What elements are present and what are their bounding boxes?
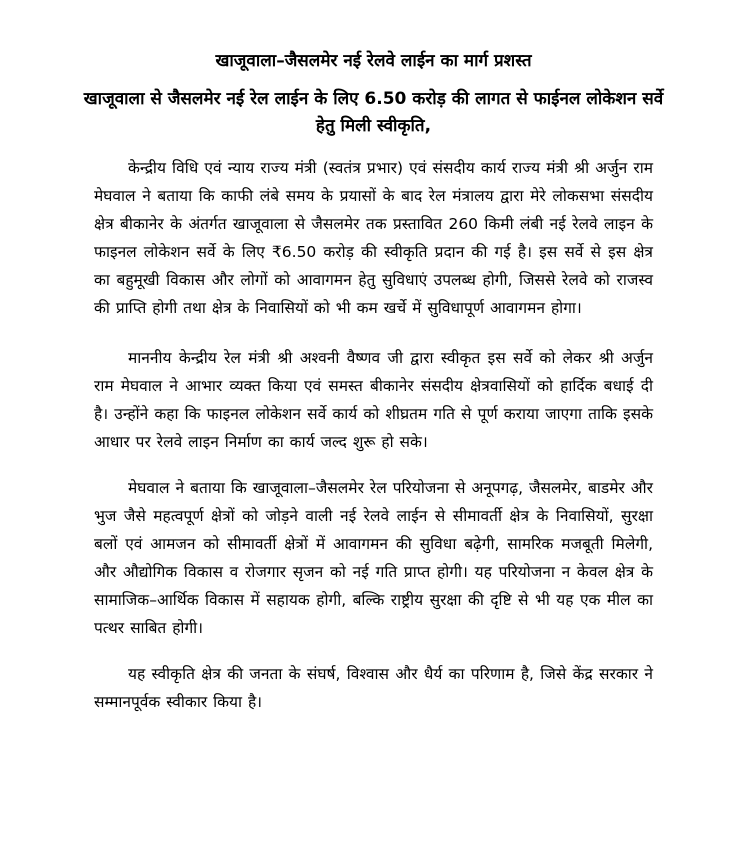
paragraph-2: माननीय केन्द्रीय रेल मंत्री श्री अश्वनी वैष्णव जी द्वारा स्वीकृत इस सर्वे को लेकर श्री अर्जुन राम मेघवाल ने आभार व्यक्त किया एवं समस्त बीकानेर संसदीय क्षेत्रवासियों को हार्दिक बधाई दी है। उन्होंने कहा कि फाइनल लोकेशन सर्वे कार्य को शीघ्रतम गति से पूर्ण कराया जाएगा ताकि इसके आधार पर रेलवे लाइन निर्माण का कार्य जल्द शुरू हो सके। <box>94 349 653 451</box>
paragraph-1: केन्द्रीय विधि एवं न्याय राज्य मंत्री (स्वतंत्र प्रभार) एवं संसदीय कार्य राज्य मंत्री श्री अर्जुन राम मेघवाल ने बताया कि काफी लंबे समय के प्रयासों के बाद रेल मंत्रालय द्वारा मेरे लोकसभा संसदीय क्षेत्र बीकानेर के अंतर्गत खाजूवाला से जैसलमेर तक प्रस्तावित 260 किमी लंबी नई रेलवे लाइन के फाइनल लोकेशन सर्वे के लिए ₹6.50 करोड़ की स्वीकृति प्रदान की गई है। इस सर्वे से इस क्षेत्र का बहुमूखी विकास और लोगों को आवागमन हेतु सुविधाएं उपलब्ध होगी, जिससे रेलवे को राजस्व की प्राप्ति होगी तथा क्षेत्र के निवासियों को भी कम खर्चे में सुविधापूर्ण आवागमन होगा। <box>94 159 653 317</box>
document-subtitle: खाजूवाला से जैसलमेर नई रेल लाईन के लिए 6.50 करोड़ की लागत से फाईनल लोकेशन सर्वे हेतु मिली स्वीकृति, <box>83 89 664 136</box>
paragraph-4: यह स्वीकृति क्षेत्र की जनता के संघर्ष, विश्वास और धैर्य का परिणाम है, जिसे केंद्र सरकार ने सम्मानपूर्वक स्वीकार किया है। <box>94 665 653 711</box>
paragraph-3: मेघवाल ने बताया कि खाजूवाला–जैसलमेर रेल परियोजना से अनूपगढ़, जैसलमेर, बाडमेर और भुज जैसे महत्वपूर्ण क्षेत्रों को जोड़ने वाली नई रेलवे लाईन से सीमावर्ती क्षेत्र के निवासियों, सुरक्षा बलों एवं आमजन को सीमावर्ती क्षेत्रों में आवागमन की सुविधा बढ़ेगी, सामरिक मजबूती मिलेगी, और औद्योगिक विकास व रोजगार सृजन को नई गति प्राप्त होगी। यह परियोजना न केवल क्षेत्र के सामाजिक–आर्थिक विकास में सहायक होगी, बल्कि राष्ट्रीय सुरक्षा की दृष्टि से भी यह एक मील का पत्थर साबित होगी। <box>94 479 653 637</box>
document-title: खाजूवाला–जैसलमेर नई रेलवे लाईन का मार्ग प्रशस्त <box>215 51 532 71</box>
